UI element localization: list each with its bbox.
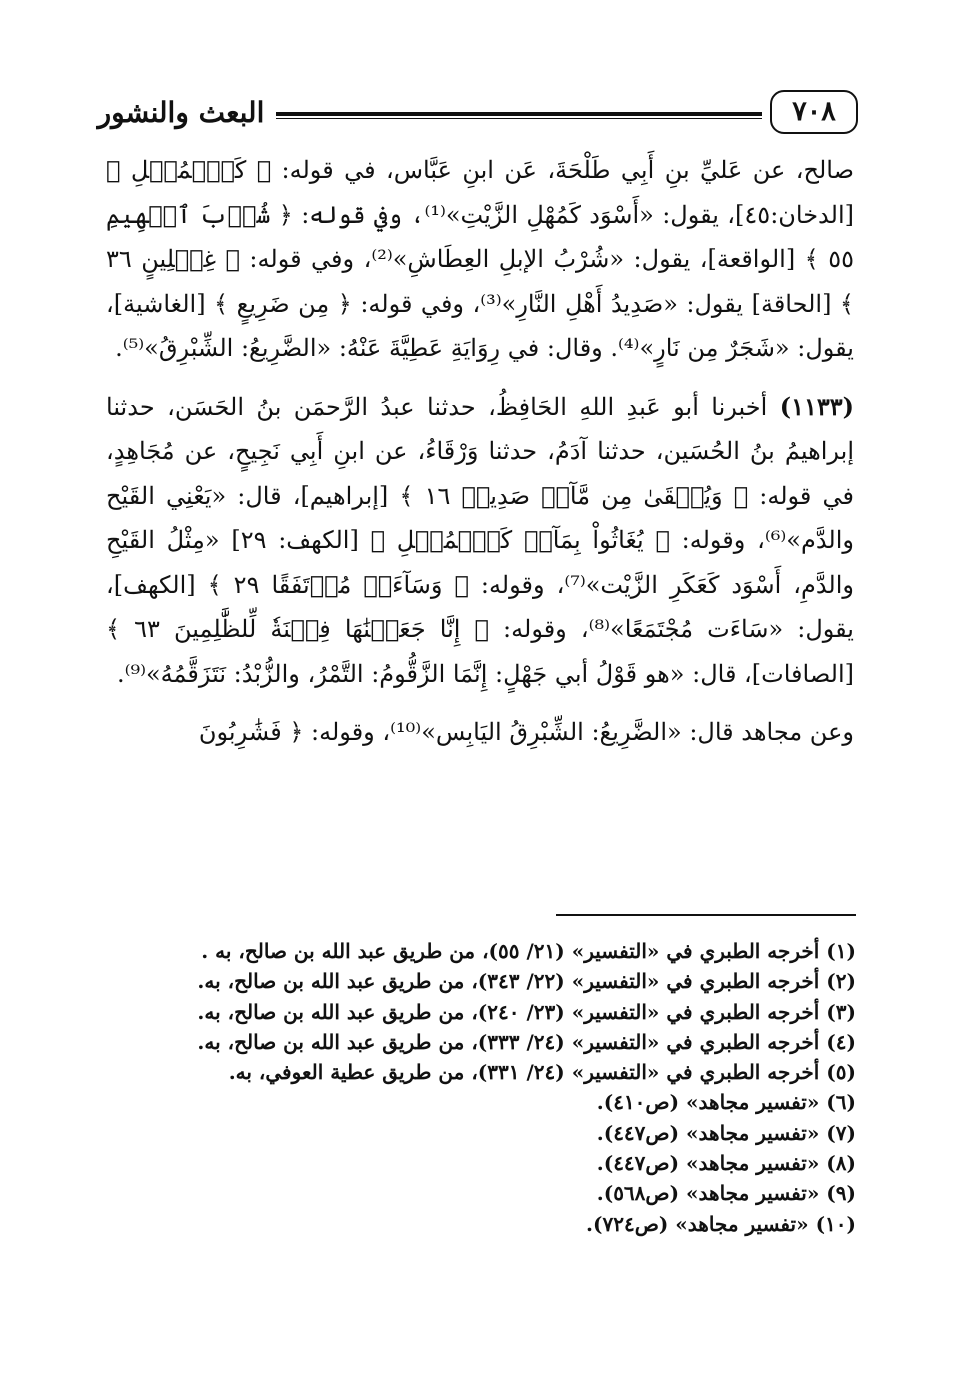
hadith-number: (١١٣٣)	[779, 391, 854, 421]
paragraph-text: أخبرنا أبو عَبدِ اللهِ الحَافِظُ، حدثنا عبدُ الرَّحمَن بنُ الحَسَن، حدثنا إبراهيمُ بنُ الحُسَين، حدثنا آدَمُ، حدثنا وَرْقَاءُ، عن ابنِ أَبِي نَجِيحٍ، عن مُجَاهِدٍ، في قوله: ﴿ وَيُسۡقَىٰ مِن مَّآءٖ صَدِيدٖ ١٦ ﴾ [إبراهيم]، قال: «يَعْنِي القَيْح والدَّم»⁽⁶⁾، وقوله: ﴿ يُغَاثُواْ بِمَآءٖ كَٱلۡمُهۡلِ ﴾ [الكهف: ٢٩] «مِثْلُ القَيْحِ والدَّمِ، أَسْوَد كَعَكَرِ الزَّيْت»⁽⁷⁾، وقوله: ﴿ وَسَآءَتۡ مُرۡتَفَقًا ٢٩ ﴾ [الكهف]، يقول: «سَاءَت مُجْتَمَعًا»⁽⁸⁾، وقوله: ﴿ إِنَّا جَعَلۡنَٰهَا فِتۡنَةٗ لِّلظَّٰلِمِينَ ٦٣ ﴾ [الصافات]، قال: «هو قَوْلُ أبي جَهْلٍ: إِنَّمَا الزَّقُّومُ: التَّمْرُ، والزُّبْدُ: نَتَزَقَّمُهُ»⁽⁹⁾.	[106, 392, 855, 688]
footnote: (٧) «تفسير مجاهد» (ص٤٤٧).	[596, 1120, 856, 1145]
paragraph-text: وعن مجاهد قال: «الضَّرِيعُ: الشِّبْرِقُ اليَابِس»⁽¹⁰⁾، وقوله: ﴿ فَشَٰرِبُونَ	[198, 718, 854, 746]
footnote-separator	[556, 914, 856, 916]
header-rule	[276, 112, 762, 116]
footnote: (٣) أخرجه الطبري في «التفسير» (٢٣/ ٢٤٠)، من طريق عبد الله بن صالح، به.	[197, 999, 856, 1024]
paragraph	[106, 385, 854, 697]
paragraph	[106, 148, 854, 371]
footnote: (٩) «تفسير مجاهد» (ص٥٦٨).	[596, 1181, 856, 1206]
page-header	[96, 82, 858, 132]
book-title: البعث والنشور	[97, 96, 265, 129]
footnote: (٤) أخرجه الطبري في «التفسير» (٢٤/ ٣٣٣)، من طريق عبد الله بن صالح، به.	[197, 1029, 856, 1054]
paragraph-text: صالح، عن عَليِّ بنِ أَبِي طَلْحَةَ، عَن ابنِ عَبَّاس، في قوله: ﴿ كَٱلۡمُهۡلِ ﴾ [الدخان:٤٥]، يقول: «أَسْوَد كَمُهْلِ الزَّيْتِ»⁽¹⁾، وفي قوله: ﴿ شُرۡبَ ٱلۡهِيمِ ٥٥ ﴾ [الواقعة]، يقول: «شُرْبُ الإبلِ العِطَاشِ»⁽²⁾، وفي قوله: ﴿ غِسۡلِينٍ ٣٦ ﴾ [الحاقة] يقول: «صَدِيدُ أَهْلِ النَّارِ»⁽³⁾، وفي قوله: ﴿ مِن ضَرِيعٍ ﴾ [الغاشية]، يقول: «شَجَرٌ مِن نَارٍ»⁽⁴⁾. وقال: في رِوَايَةِ عَطِيَّةَ عَنْهُ: «الضَّرِيعُ: الشِّبْرِقُ»⁽⁵⁾.	[106, 156, 854, 362]
main-text	[106, 148, 854, 769]
footnotes	[120, 936, 856, 1239]
footnote: (١٠) «تفسير مجاهد» (ص٧٢٤).	[586, 1211, 856, 1236]
footnote: (٨) «تفسير مجاهد» (ص٤٤٧).	[596, 1151, 856, 1176]
footnote: (٦) «تفسير مجاهد» (ص٤١٠).	[596, 1090, 856, 1115]
footnote: (٥) أخرجه الطبري في «التفسير» (٢٤/ ٣٣١)، من طريق عطية العوفي، به.	[228, 1060, 856, 1085]
page-number: ٧٠٨	[770, 90, 858, 134]
header-rule-thin	[276, 118, 762, 119]
paragraph	[106, 710, 854, 755]
footnote: (٢) أخرجه الطبري في «التفسير» (٢٢/ ٣٤٣)، من طريق عبد الله بن صالح، به.	[197, 969, 856, 994]
footnote: (١) أخرجه الطبري في «التفسير» (٢١/ ٥٥)، من طريق عبد الله بن صالح، به .	[201, 939, 856, 963]
